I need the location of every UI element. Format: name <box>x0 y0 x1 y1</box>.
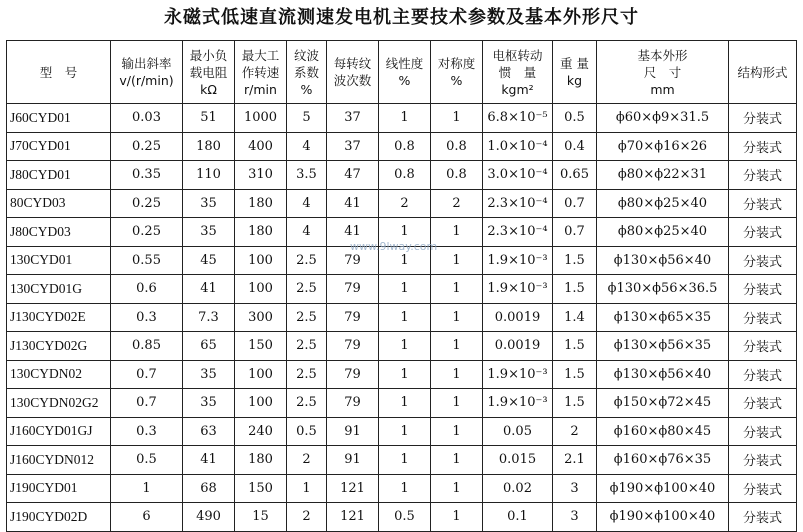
table-row <box>7 389 797 418</box>
cell-symmetry: 1 <box>431 474 483 503</box>
cell-slope: 0.5 <box>111 446 183 475</box>
cell-ripple: 2.5 <box>287 303 327 332</box>
cell-weight: 0.4 <box>553 132 597 161</box>
cell-symmetry: 1 <box>431 417 483 446</box>
cell-struct: 分装式 <box>729 389 797 418</box>
cell-struct: 分装式 <box>729 161 797 190</box>
cell-ripple: 2.5 <box>287 332 327 361</box>
table-row <box>7 303 797 332</box>
cell-dims: ϕ150×ϕ72×45 <box>597 389 729 418</box>
column-header-dims <box>597 41 729 104</box>
cell-model: J130CYD02G <box>7 332 111 361</box>
column-header-line: 系数 <box>293 64 319 80</box>
cell-model: J130CYD02E <box>7 303 111 332</box>
column-header-speed <box>235 41 287 104</box>
cell-symmetry: 1 <box>431 218 483 247</box>
cell-rippcount: 79 <box>327 332 379 361</box>
cell-linearity: 1 <box>379 104 431 133</box>
column-header-line: 尺 寸 <box>643 64 682 80</box>
column-header-line: 最大工 <box>241 47 280 63</box>
cell-inertia: 6.8×10⁻⁵ <box>483 104 553 133</box>
cell-model: J80CYD01 <box>7 161 111 190</box>
cell-dims: ϕ190×ϕ100×40 <box>597 474 729 503</box>
cell-load: 41 <box>183 275 235 304</box>
cell-inertia: 0.1 <box>483 503 553 532</box>
cell-weight: 0.7 <box>553 189 597 218</box>
cell-weight: 3 <box>553 474 597 503</box>
cell-model: J160CYDN012 <box>7 446 111 475</box>
cell-inertia: 0.02 <box>483 474 553 503</box>
column-header-line: % <box>300 81 313 97</box>
cell-symmetry: 1 <box>431 360 483 389</box>
cell-speed: 180 <box>235 189 287 218</box>
cell-ripple: 1 <box>287 474 327 503</box>
cell-linearity: 1 <box>379 417 431 446</box>
cell-symmetry: 2 <box>431 189 483 218</box>
cell-inertia: 1.9×10⁻³ <box>483 275 553 304</box>
cell-linearity: 0.8 <box>379 132 431 161</box>
cell-load: 490 <box>183 503 235 532</box>
column-header-line: r/min <box>244 81 277 97</box>
table-row <box>7 332 797 361</box>
cell-slope: 0.55 <box>111 246 183 275</box>
cell-rippcount: 79 <box>327 303 379 332</box>
cell-linearity: 1 <box>379 474 431 503</box>
cell-weight: 1.5 <box>553 275 597 304</box>
cell-dims: ϕ130×ϕ56×36.5 <box>597 275 729 304</box>
cell-linearity: 1 <box>379 218 431 247</box>
cell-inertia: 3.0×10⁻⁴ <box>483 161 553 190</box>
table-row <box>7 189 797 218</box>
spec-table-wrapper <box>6 40 796 532</box>
column-header-weight <box>553 41 597 104</box>
cell-weight: 2 <box>553 417 597 446</box>
cell-model: 130CYD01G <box>7 275 111 304</box>
cell-load: 110 <box>183 161 235 190</box>
cell-linearity: 1 <box>379 275 431 304</box>
cell-slope: 0.25 <box>111 218 183 247</box>
cell-load: 68 <box>183 474 235 503</box>
cell-struct: 分装式 <box>729 246 797 275</box>
column-header-line: 每转纹 <box>333 56 372 71</box>
cell-weight: 0.65 <box>553 161 597 190</box>
cell-load: 35 <box>183 218 235 247</box>
cell-symmetry: 1 <box>431 503 483 532</box>
cell-speed: 240 <box>235 417 287 446</box>
cell-ripple: 2.5 <box>287 246 327 275</box>
cell-struct: 分装式 <box>729 132 797 161</box>
cell-symmetry: 1 <box>431 275 483 304</box>
cell-slope: 1 <box>111 474 183 503</box>
column-header-line: 电枢转动 <box>492 47 543 63</box>
cell-slope: 0.85 <box>111 332 183 361</box>
cell-symmetry: 1 <box>431 446 483 475</box>
page-title: 永磁式低速直流测速发电机主要技术参数及基本外形尺寸 <box>164 7 639 28</box>
cell-symmetry: 1 <box>431 246 483 275</box>
column-header-line: % <box>398 73 411 88</box>
cell-ripple: 2.5 <box>287 275 327 304</box>
cell-model: J190CYD02D <box>7 503 111 532</box>
cell-speed: 15 <box>235 503 287 532</box>
cell-inertia: 1.0×10⁻⁴ <box>483 132 553 161</box>
cell-struct: 分装式 <box>729 189 797 218</box>
cell-ripple: 4 <box>287 189 327 218</box>
cell-inertia: 2.3×10⁻⁴ <box>483 218 553 247</box>
cell-struct: 分装式 <box>729 503 797 532</box>
cell-speed: 300 <box>235 303 287 332</box>
cell-rippcount: 79 <box>327 389 379 418</box>
cell-struct: 分装式 <box>729 474 797 503</box>
cell-linearity: 1 <box>379 446 431 475</box>
cell-symmetry: 0.8 <box>431 161 483 190</box>
cell-speed: 310 <box>235 161 287 190</box>
cell-load: 45 <box>183 246 235 275</box>
cell-inertia: 2.3×10⁻⁴ <box>483 189 553 218</box>
cell-dims: ϕ160×ϕ76×35 <box>597 446 729 475</box>
cell-struct: 分装式 <box>729 275 797 304</box>
watermark: www.9lway.com <box>350 240 438 253</box>
cell-weight: 2.1 <box>553 446 597 475</box>
cell-model: 130CYDN02G2 <box>7 389 111 418</box>
column-header-line: kgm² <box>501 81 534 97</box>
cell-load: 41 <box>183 446 235 475</box>
cell-load: 35 <box>183 189 235 218</box>
cell-speed: 150 <box>235 332 287 361</box>
cell-ripple: 2.5 <box>287 360 327 389</box>
cell-rippcount: 79 <box>327 360 379 389</box>
cell-rippcount: 91 <box>327 446 379 475</box>
column-header-line: 输出斜率 <box>121 56 172 71</box>
cell-dims: ϕ130×ϕ56×35 <box>597 332 729 361</box>
cell-linearity: 1 <box>379 246 431 275</box>
column-header-slope <box>111 41 183 104</box>
cell-linearity: 1 <box>379 303 431 332</box>
cell-inertia: 1.9×10⁻³ <box>483 360 553 389</box>
cell-struct: 分装式 <box>729 360 797 389</box>
column-header-inertia <box>483 41 553 104</box>
cell-dims: ϕ130×ϕ56×40 <box>597 360 729 389</box>
cell-speed: 180 <box>235 446 287 475</box>
table-row <box>7 360 797 389</box>
column-header-line: 型 号 <box>39 64 78 80</box>
column-header-model <box>7 41 111 104</box>
cell-slope: 0.25 <box>111 189 183 218</box>
table-row <box>7 417 797 446</box>
cell-load: 35 <box>183 389 235 418</box>
cell-dims: ϕ190×ϕ100×40 <box>597 503 729 532</box>
column-header-line: kΩ <box>200 81 217 97</box>
cell-linearity: 1 <box>379 360 431 389</box>
cell-ripple: 3.5 <box>287 161 327 190</box>
cell-ripple: 4 <box>287 218 327 247</box>
cell-weight: 1.5 <box>553 389 597 418</box>
cell-inertia: 0.05 <box>483 417 553 446</box>
column-header-line: 纹波 <box>293 47 319 63</box>
cell-model: 130CYD01 <box>7 246 111 275</box>
column-header-line: 惯 量 <box>498 64 537 80</box>
cell-slope: 0.25 <box>111 132 183 161</box>
column-header-line: 波次数 <box>333 73 372 88</box>
cell-symmetry: 1 <box>431 389 483 418</box>
cell-dims: ϕ70×ϕ16×26 <box>597 132 729 161</box>
table-row <box>7 275 797 304</box>
column-header-line: 对称度 <box>437 56 476 71</box>
cell-rippcount: 79 <box>327 246 379 275</box>
cell-load: 51 <box>183 104 235 133</box>
cell-inertia: 0.0019 <box>483 332 553 361</box>
cell-struct: 分装式 <box>729 332 797 361</box>
cell-model: J80CYD03 <box>7 218 111 247</box>
cell-rippcount: 91 <box>327 417 379 446</box>
table-row <box>7 446 797 475</box>
cell-rippcount: 41 <box>327 218 379 247</box>
cell-symmetry: 1 <box>431 303 483 332</box>
column-header-line: 线性度 <box>385 56 424 71</box>
cell-struct: 分装式 <box>729 218 797 247</box>
cell-weight: 1.5 <box>553 332 597 361</box>
cell-rippcount: 37 <box>327 132 379 161</box>
cell-dims: ϕ160×ϕ80×45 <box>597 417 729 446</box>
cell-weight: 0.5 <box>553 104 597 133</box>
column-header-struct <box>729 41 797 104</box>
cell-ripple: 0.5 <box>287 417 327 446</box>
cell-speed: 400 <box>235 132 287 161</box>
column-header-linearity <box>379 41 431 104</box>
cell-speed: 1000 <box>235 104 287 133</box>
column-header-line: mm <box>650 81 675 97</box>
cell-symmetry: 1 <box>431 104 483 133</box>
column-header-symmetry <box>431 41 483 104</box>
cell-linearity: 1 <box>379 389 431 418</box>
cell-weight: 1.5 <box>553 246 597 275</box>
cell-slope: 0.7 <box>111 389 183 418</box>
cell-dims: ϕ60×ϕ9×31.5 <box>597 104 729 133</box>
table-row <box>7 132 797 161</box>
cell-rippcount: 121 <box>327 503 379 532</box>
cell-model: J60CYD01 <box>7 104 111 133</box>
column-header-rippcount <box>327 41 379 104</box>
cell-struct: 分装式 <box>729 417 797 446</box>
column-header-line: % <box>450 73 463 88</box>
cell-weight: 3 <box>553 503 597 532</box>
cell-model: J70CYD01 <box>7 132 111 161</box>
cell-ripple: 2 <box>287 446 327 475</box>
cell-slope: 0.6 <box>111 275 183 304</box>
cell-model: J190CYD01 <box>7 474 111 503</box>
cell-speed: 100 <box>235 275 287 304</box>
column-header-load <box>183 41 235 104</box>
cell-slope: 0.35 <box>111 161 183 190</box>
cell-load: 63 <box>183 417 235 446</box>
cell-inertia: 0.015 <box>483 446 553 475</box>
cell-ripple: 5 <box>287 104 327 133</box>
cell-dims: ϕ130×ϕ65×35 <box>597 303 729 332</box>
column-header-line: 结构形式 <box>737 64 788 80</box>
cell-linearity: 0.5 <box>379 503 431 532</box>
cell-speed: 150 <box>235 474 287 503</box>
cell-load: 35 <box>183 360 235 389</box>
cell-speed: 100 <box>235 389 287 418</box>
cell-slope: 6 <box>111 503 183 532</box>
cell-inertia: 0.0019 <box>483 303 553 332</box>
table-header-row <box>7 41 797 104</box>
cell-dims: ϕ80×ϕ22×31 <box>597 161 729 190</box>
column-header-line: 重 量 <box>560 56 589 71</box>
cell-ripple: 2 <box>287 503 327 532</box>
table-row <box>7 104 797 133</box>
cell-load: 7.3 <box>183 303 235 332</box>
cell-rippcount: 79 <box>327 275 379 304</box>
table-row <box>7 161 797 190</box>
cell-speed: 100 <box>235 360 287 389</box>
table-row <box>7 474 797 503</box>
cell-rippcount: 121 <box>327 474 379 503</box>
cell-linearity: 1 <box>379 332 431 361</box>
cell-inertia: 1.9×10⁻³ <box>483 389 553 418</box>
cell-rippcount: 47 <box>327 161 379 190</box>
cell-weight: 0.7 <box>553 218 597 247</box>
cell-speed: 180 <box>235 218 287 247</box>
cell-rippcount: 37 <box>327 104 379 133</box>
cell-symmetry: 1 <box>431 332 483 361</box>
cell-dims: ϕ80×ϕ25×40 <box>597 189 729 218</box>
cell-inertia: 1.9×10⁻³ <box>483 246 553 275</box>
column-header-line: 作转速 <box>241 64 280 80</box>
cell-slope: 0.3 <box>111 417 183 446</box>
column-header-line: kg <box>566 73 583 88</box>
cell-load: 180 <box>183 132 235 161</box>
cell-dims: ϕ130×ϕ56×40 <box>597 246 729 275</box>
cell-dims: ϕ80×ϕ25×40 <box>597 218 729 247</box>
cell-load: 65 <box>183 332 235 361</box>
table-body <box>7 104 797 532</box>
column-header-line: 载电阻 <box>189 64 228 80</box>
cell-speed: 100 <box>235 246 287 275</box>
column-header-line: v/(r/min) <box>119 73 174 88</box>
cell-model: 130CYDN02 <box>7 360 111 389</box>
cell-linearity: 0.8 <box>379 161 431 190</box>
cell-struct: 分装式 <box>729 303 797 332</box>
cell-model: 80CYD03 <box>7 189 111 218</box>
cell-slope: 0.3 <box>111 303 183 332</box>
cell-rippcount: 41 <box>327 189 379 218</box>
column-header-ripple <box>287 41 327 104</box>
cell-slope: 0.03 <box>111 104 183 133</box>
spec-table <box>6 40 797 532</box>
cell-struct: 分装式 <box>729 104 797 133</box>
column-header-line: 基本外形 <box>637 47 688 63</box>
cell-ripple: 4 <box>287 132 327 161</box>
cell-weight: 1.5 <box>553 360 597 389</box>
cell-linearity: 2 <box>379 189 431 218</box>
cell-model: J160CYD01GJ <box>7 417 111 446</box>
cell-struct: 分装式 <box>729 446 797 475</box>
cell-symmetry: 0.8 <box>431 132 483 161</box>
cell-slope: 0.7 <box>111 360 183 389</box>
column-header-line: 最小负 <box>189 47 228 63</box>
cell-weight: 1.4 <box>553 303 597 332</box>
cell-ripple: 2.5 <box>287 389 327 418</box>
